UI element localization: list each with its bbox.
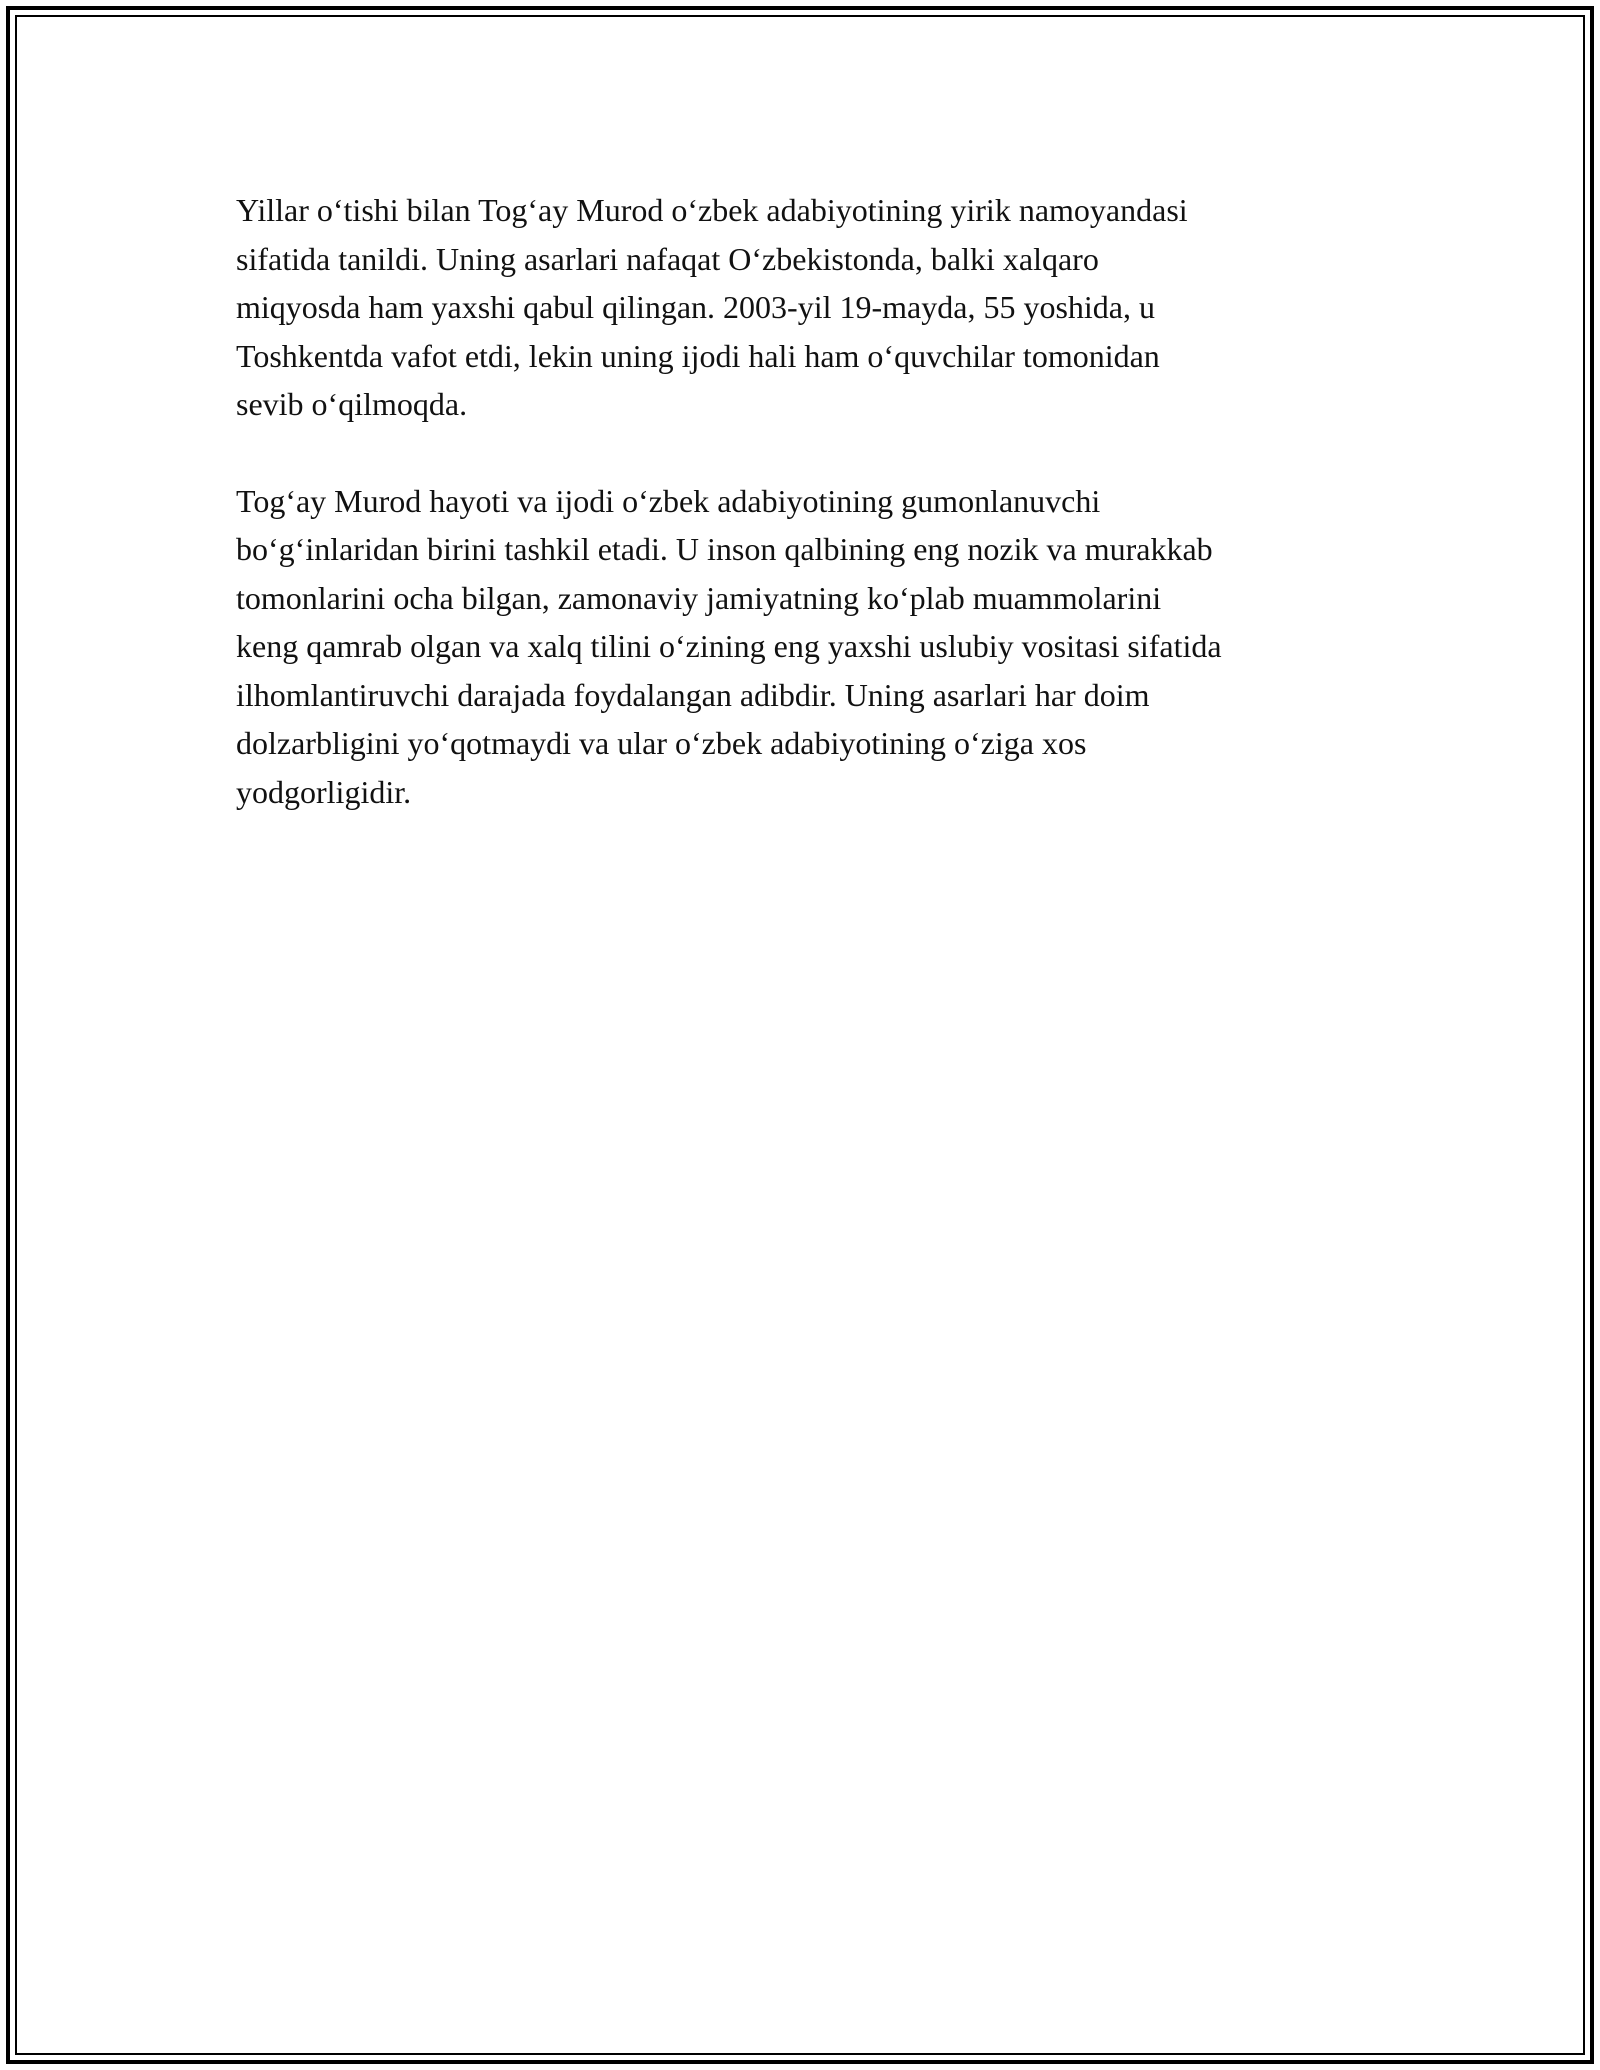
paragraph-2-line: dolzarbligini yo‘qotmaydi va ular o‘zbek adabiyotining o‘ziga xos [236,725,1087,761]
document-body [236,186,1376,864]
paragraph-2-line: ilhomlantiruvchi darajada foydalangan adibdir. Uning asarlari har doim [236,676,1150,713]
paragraph-2-line: Tog‘ay Murod hayoti va ijodi o‘zbek adabiyotining gumonlanuvchi [236,482,1101,519]
paragraph-2 [236,477,1376,817]
paragraph-1-line: sevib o‘qilmoqda. [236,386,468,422]
paragraph-1-line: Toshkentda vafot etdi, lekin uning ijodi hali ham o‘quvchilar tomonidan [236,337,1160,374]
paragraph-1 [236,186,1376,429]
paragraph-1-line: miqyosda ham yaxshi qabul qilingan. 2003-yil 19-mayda, 55 yoshida, u [236,289,1155,325]
paragraph-1-line: Yillar o‘tishi bilan Tog‘ay Murod o‘zbek adabiyotining yirik namoyandasi [236,192,1188,228]
paragraph-2-line: bo‘g‘inlaridan birini tashkil etadi. U inson qalbining eng nozik va murakkab [236,531,1213,567]
paragraph-2-line: yodgorligidir. [236,773,412,810]
paragraph-2-line: keng qamrab olgan va xalq tilini o‘zining eng yaxshi uslubiy vositasi sifatida [236,628,1222,664]
paragraph-2-line: tomonlarini ocha bilgan, zamonaviy jamiyatning ko‘plab muammolarini [236,579,1162,616]
paragraph-1-line: sifatida tanildi. Uning asarlari nafaqat O‘zbekistonda, balki xalqaro [236,240,1099,277]
